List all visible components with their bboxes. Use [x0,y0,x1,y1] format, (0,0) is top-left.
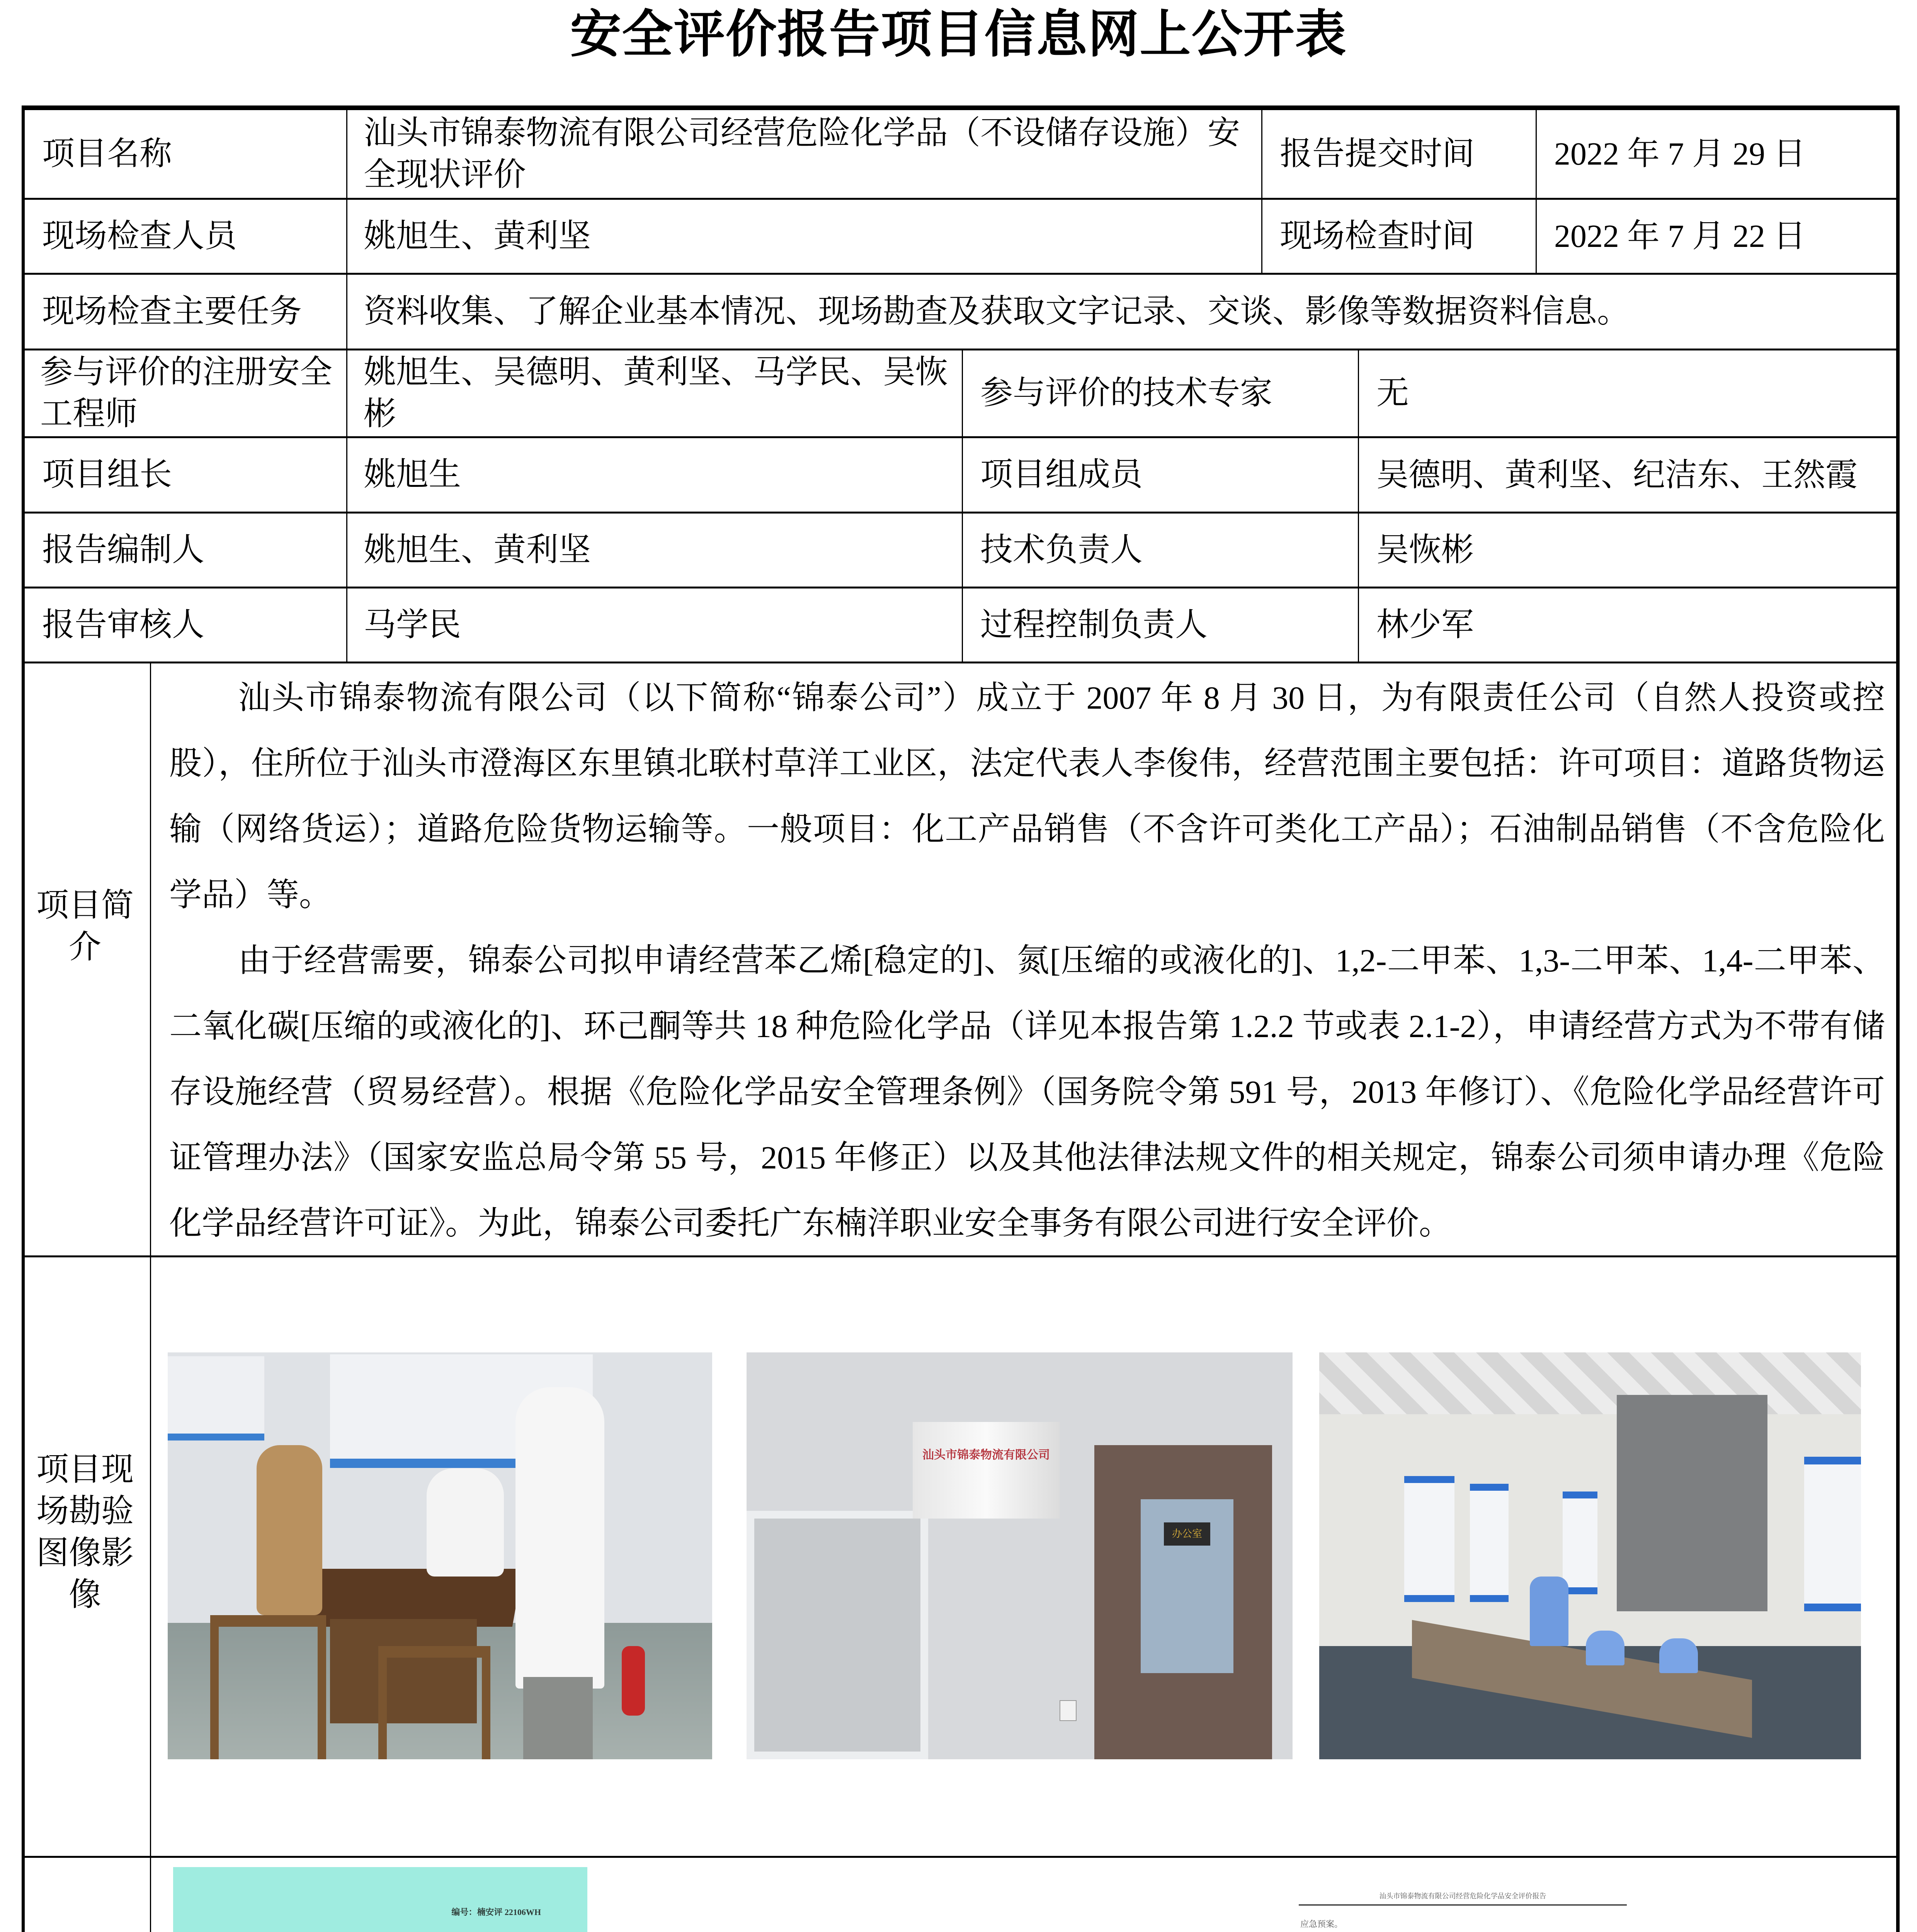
report-cover-page [173,1867,587,1932]
person-seated-man [427,1468,504,1577]
value-inspectors: 姚旭生、黄利坚 [364,218,591,254]
row-divider [22,662,1900,663]
label-submit-time: 报告提交时间 [1280,136,1475,172]
light-switch [1060,1700,1077,1721]
label-photos: 项目现场勘验图像影像 [36,1452,134,1613]
value-reviewer: 马学民 [364,607,461,643]
header-rule [1299,1904,1627,1906]
company-sign-door-photo [747,1352,1293,1759]
table-top-border [22,105,1900,110]
glass-door [747,1511,928,1759]
col-divider [150,663,151,1932]
inspection-meeting-photo [168,1352,712,1759]
value-submit-time: 2022 年 7 月 29 日 [1554,136,1806,172]
conclusion-line-a: 应急预案。 [1300,1919,1343,1929]
label-main-tasks: 现场检查主要任务 [42,293,302,330]
blue-chair [1586,1631,1624,1665]
label-project-name: 项目名称 [42,136,172,172]
company-sign [913,1422,1060,1519]
value-project-name: 汕头市锦泰物流有限公司经营危险化学品（不设储存设施）安全现状评价 [364,115,1240,193]
label-intro: 项目简介 [36,888,134,965]
value-engineers: 姚旭生、吴德明、黄利坚、马学民、吴恢彬 [364,354,948,432]
ceiling [1319,1352,1861,1414]
person-trousers [523,1677,593,1759]
label-compiler: 报告编制人 [42,532,205,568]
value-inspection-time: 2022 年 7 月 22 日 [1554,218,1806,254]
value-main-tasks: 资料收集、了解企业基本情况、现场勘查及获取文字记录、交谈、影像等数据资料信息。 [364,293,1630,330]
person-standing [515,1387,604,1689]
table-right-border [1896,105,1900,1932]
value-tech-lead: 吴恢彬 [1376,532,1474,568]
intro-paragraph-2: 由于经营需要，锦泰公司拟申请经营苯乙烯[稳定的]、氮[压缩的或液化的]、1,2-二甲苯、1,3-二甲苯、1,4-二甲苯、二氧化碳[压缩的或液化的]、环己酮等共 18 种危险化学品（详见本报告第 1.2.2 节或表 2.1-2），申请经营方式为不带有储存设施经营（贸易经营）。根据《危险化学品安全管理条例》（国务院令第 591 号，2013 年修订）、《危险化学品经营许可证管理办法》（国家安监总局令第 55 号，2015 年修正）以及其他法律法规文件的相关规定，锦泰公司须申请办理《危险化学品经营许可证》。为此，锦泰公司委托广东楠洋职业安全事务有限公司进行安全评价。 [169,943,1885,1242]
table-left-border [22,105,25,1932]
wall-poster [1804,1457,1861,1611]
label-tech-lead: 技术负责人 [980,532,1143,568]
wooden-chair [210,1615,326,1759]
blue-chair [1659,1638,1698,1673]
label-reviewer: 报告审核人 [42,607,205,643]
label-inspectors: 现场检查人员 [42,218,237,254]
label-tech-experts: 参与评价的技术专家 [980,375,1273,411]
wooden-chair [378,1646,490,1759]
wall-poster [168,1356,264,1440]
label-members: 项目组成员 [980,457,1143,493]
value-tech-experts: 无 [1376,375,1409,411]
report-number: 编号：楠安评 22106WH [451,1907,541,1917]
intro-paragraph-1: 汕头市锦泰物流有限公司（以下简称“锦泰公司”）成立于 2007 年 8 月 30 日，为有限责任公司（自然人投资或控股），住所位于汕头市澄海区东里镇北联村草洋工业区，法定代表人李俊伟，经营范围主要包括：许可项目：道路货物运输（网络货运）；道路危险货物运输等。一般项目：化工产品销售（不含许可类化工产品）；石油制品销售（不含危险化学品）等。 [169,680,1885,913]
sign-text: 汕头市锦泰物流有限公司 [922,1449,1050,1461]
window-blind [1617,1395,1767,1611]
report-evaluators-page [713,1867,1256,1932]
value-members: 吴德明、黄利坚、纪洁东、王然霞 [1376,457,1857,493]
value-process-control: 林少军 [1376,607,1474,643]
wall-poster [1404,1476,1454,1602]
office-door [1094,1445,1272,1759]
label-inspection-time: 现场检查时间 [1280,218,1475,254]
label-leader: 项目组长 [42,457,172,493]
meeting-room-photo [1319,1352,1861,1759]
row-divider [22,1856,1900,1858]
value-leader: 姚旭生 [364,457,461,493]
page-title: 安全评价报告项目信息网上公开表 [570,6,1347,63]
label-engineers: 参与评价的注册安全工程师 [40,354,333,432]
wall-poster [1470,1484,1509,1602]
fire-extinguisher [622,1646,645,1716]
door-sign: 办公室 [1164,1522,1210,1546]
blue-chair [1530,1577,1568,1646]
value-compiler: 姚旭生、黄利坚 [364,532,591,568]
conclusion-page-header: 汕头市锦泰物流有限公司经营危险化学品安全评价报告 [1379,1892,1546,1900]
wall-poster [1563,1492,1597,1594]
label-process-control: 过程控制负责人 [980,607,1208,643]
person-seated-woman [257,1445,322,1615]
